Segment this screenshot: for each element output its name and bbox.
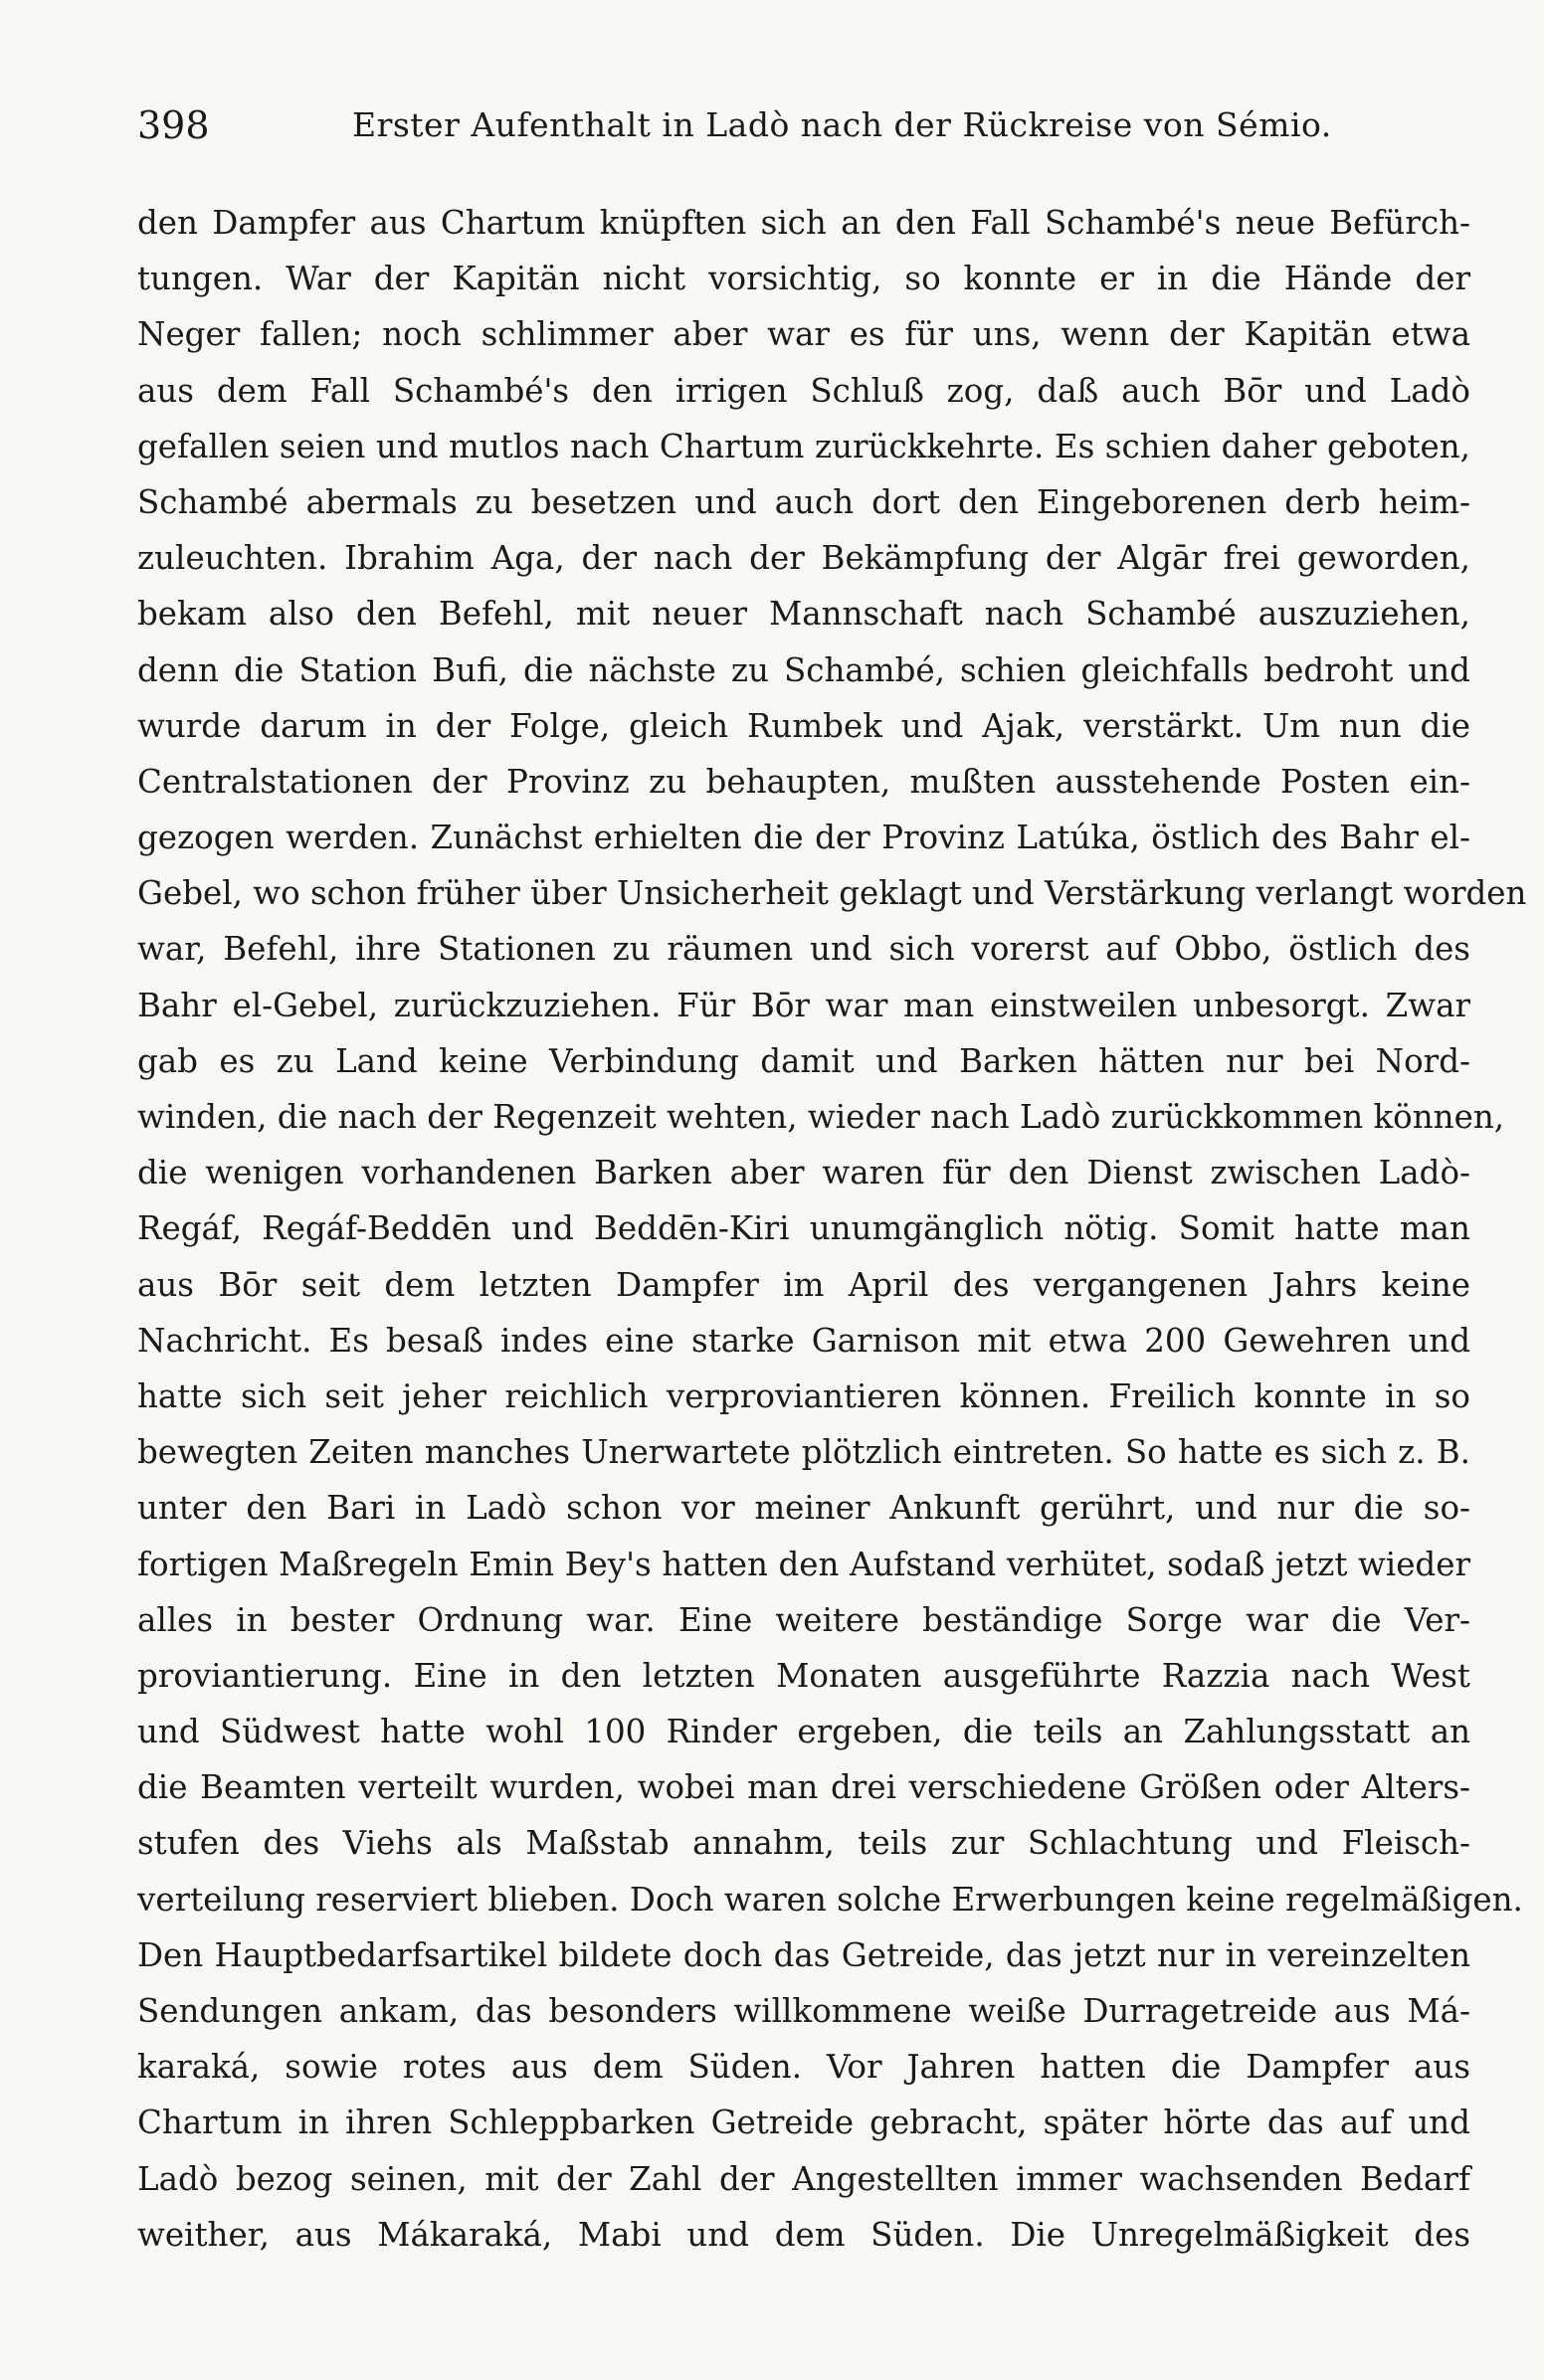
text-line: Gebel, wo schon früher über Unsicherheit geklagt und Verstärkung verlangt worden [137,874,1527,913]
text-line: Neger fallen; noch schlimmer aber war es für uns, wenn der Kapitän etwa [137,315,1470,354]
text-line: den Dampfer aus Chartum knüpften sich an den Fall Schambé's neue Befürch- [137,204,1470,242]
text-line: unter den Bari in Ladò schon vor meiner Ankunft gerührt, und nur die so- [137,1489,1470,1528]
page-header [137,103,1470,163]
text-line: winden, die nach der Regenzeit wehten, wieder nach Ladò zurückkommen können, [137,1098,1505,1136]
text-line: tungen. War der Kapitän nicht vorsichtig, so konnte er in die Hände der [137,260,1470,298]
text-line: aus dem Fall Schambé's den irrigen Schluß zog, daß auch Bōr und Ladò [137,371,1470,410]
text-line: Regáf, Regáf-Beddēn und Beddēn-Kiri unumgänglich nötig. Somit hatte man [137,1209,1470,1248]
text-line: verteilung reserviert blieben. Doch waren solche Erwerbungen keine regelmäßigen. [137,1880,1523,1919]
text-line: wurde darum in der Folge, gleich Rumbek und Ajak, verstärkt. Um nun die [137,706,1470,745]
text-line: die wenigen vorhandenen Barken aber waren für den Dienst zwischen Ladò- [137,1154,1470,1192]
text-line: Sendungen ankam, das besonders willkommene weiße Durragetreide aus Má- [137,1992,1470,2030]
text-line: Centralstationen der Provinz zu behaupten, mußten ausstehende Posten ein- [137,762,1470,801]
text-line: Chartum in ihren Schleppbarken Getreide gebracht, später hörte das auf und [137,2104,1470,2142]
running-head: Erster Aufenthalt in Ladò nach der Rückreise von Sémio. [352,105,1332,144]
text-line: Bahr el-Gebel, zurückzuziehen. Für Bōr war man einstweilen unbesorgt. Zwar [137,986,1470,1024]
text-line: karaká, sowie rotes aus dem Süden. Vor Jahren hatten die Dampfer aus [137,2048,1470,2087]
text-line: weither, aus Mákaraká, Mabi und dem Süden. Die Unregelmäßigkeit des [137,2215,1470,2254]
page-number: 398 [137,103,210,147]
text-line: hatte sich seit jeher reichlich verproviantieren können. Freilich konnte in so [137,1376,1470,1415]
text-line: gab es zu Land keine Verbindung damit und Barken hätten nur bei Nord- [137,1041,1470,1080]
text-line: bewegten Zeiten manches Unerwartete plötzlich eintreten. So hatte es sich z. B. [137,1433,1470,1472]
text-line: und Südwest hatte wohl 100 Rinder ergeben, die teils an Zahlungsstatt an [137,1713,1470,1751]
text-line: fortigen Maßregeln Emin Bey's hatten den Aufstand verhütet, sodaß jetzt wieder [137,1545,1470,1583]
text-line: Schambé abermals zu besetzen und auch dort den Eingeborenen derb heim- [137,482,1470,521]
text-line: gefallen seien und mutlos nach Chartum zurückkehrte. Es schien daher geboten, [137,427,1470,465]
text-line: aus Bōr seit dem letzten Dampfer im April des vergangenen Jahrs keine [137,1265,1470,1304]
text-line: war, Befehl, ihre Stationen zu räumen und sich vorerst auf Obbo, östlich des [137,930,1470,969]
text-line: gezogen werden. Zunächst erhielten die der Provinz Latúka, östlich des Bahr el- [137,819,1470,857]
text-line: proviantierung. Eine in den letzten Monaten ausgeführte Razzia nach West [137,1656,1470,1695]
text-line: Ladò bezog seinen, mit der Zahl der Angestellten immer wachsenden Bedarf [137,2159,1470,2198]
body-text [137,195,1527,2263]
text-line: zuleuchten. Ibrahim Aga, der nach der Bekämpfung der Algār frei geworden, [137,539,1470,578]
text-line: stufen des Viehs als Maßstab annahm, teils zur Schlachtung und Fleisch- [137,1824,1470,1863]
text-line: Nachricht. Es besaß indes eine starke Garnison mit etwa 200 Gewehren und [137,1321,1470,1360]
text-line: die Beamten verteilt wurden, wobei man drei verschiedene Größen oder Alters- [137,1768,1470,1807]
text-line: denn die Station Bufi, die nächste zu Schambé, schien gleichfalls bedroht und [137,650,1470,689]
text-line: bekam also den Befehl, mit neuer Mannschaft nach Schambé auszuziehen, [137,595,1470,634]
text-line: Den Hauptbedarfsartikel bildete doch das Getreide, das jetzt nur in vereinzelten [137,1935,1470,1974]
text-line: alles in bester Ordnung war. Eine weitere beständige Sorge war die Ver- [137,1600,1470,1639]
